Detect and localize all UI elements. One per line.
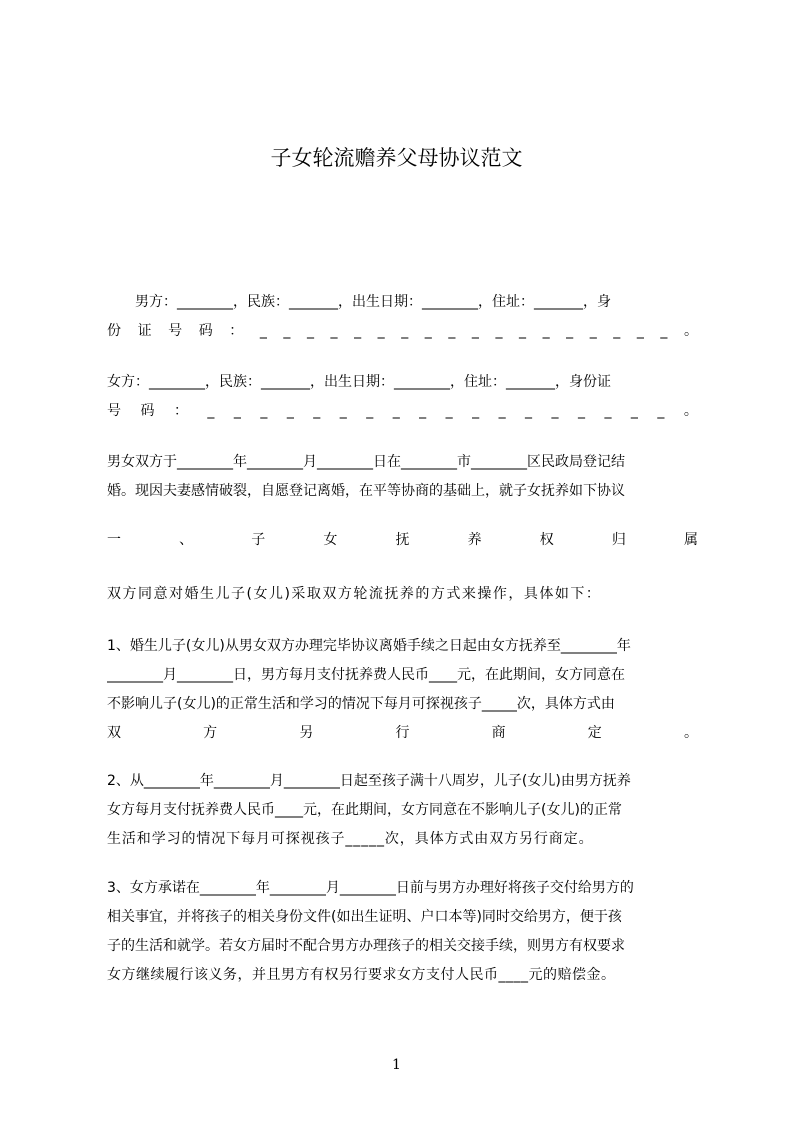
- female-id-blank: _: [630, 403, 638, 419]
- item-1-char: 。: [683, 725, 698, 741]
- female-party-paragraph: [107, 368, 698, 426]
- section-heading-char: 归: [611, 532, 626, 548]
- male-id-blank: _: [354, 323, 362, 339]
- item-1-char: 方: [203, 725, 218, 741]
- male-id-blank: _: [330, 323, 338, 339]
- female-id-blank: _: [260, 403, 268, 419]
- item-3-paragraph: [107, 874, 698, 990]
- male-id-blank: _: [401, 323, 409, 339]
- male-party-line-1: 男方：________，民族：_______，出生日期：________，住址：_______，身: [107, 294, 611, 310]
- male-id-blank: _: [424, 323, 432, 339]
- male-id-blank: _: [660, 323, 668, 339]
- section-heading-char: 属: [684, 532, 698, 548]
- female-id-blank: _: [233, 403, 241, 419]
- female-id-blank: _: [207, 403, 215, 419]
- female-party-line-1: 女方：________，民族：_______，出生日期：________，住址：_______，身份证: [107, 374, 611, 390]
- male-id-char: 码: [198, 323, 213, 339]
- page-number: 1: [392, 1057, 401, 1073]
- female-id-blank: _: [577, 403, 585, 419]
- male-party-line-2: [107, 317, 698, 346]
- agreement-paragraph: [107, 580, 698, 609]
- female-id-blank: _: [525, 403, 533, 419]
- item-3-line-2: 相关事宜，并将孩子的相关身份文件(如出生证明、户口本等)同时交给男方，便于孩: [107, 909, 622, 925]
- male-id-blank: _: [519, 323, 526, 339]
- item-1-char: 定: [587, 725, 602, 741]
- male-id-end: 。: [683, 323, 698, 339]
- male-id-blank: _: [283, 323, 291, 339]
- intro-line-1: 男女双方于________年________月________日在________市________区民政局登记结: [107, 454, 625, 470]
- female-id-blank: _: [392, 403, 400, 419]
- item-1-char: 行: [395, 725, 410, 741]
- female-id-blank: _: [498, 403, 506, 419]
- section-heading-char: 权: [539, 532, 554, 548]
- female-id-blank: _: [419, 403, 427, 419]
- male-id-blank: _: [259, 323, 267, 339]
- item-1-paragraph: [107, 632, 698, 748]
- male-id-blank: _: [495, 323, 503, 339]
- item-1-char: 双: [107, 725, 121, 741]
- female-id-blank: _: [472, 403, 480, 419]
- item-1-char: 另: [299, 725, 314, 741]
- female-id-blank: _: [339, 403, 347, 419]
- section-heading-char: 一: [107, 532, 121, 548]
- female-id-blank: _: [551, 403, 559, 419]
- female-party-line-2: [107, 397, 698, 426]
- female-id-blank: _: [286, 403, 294, 419]
- male-id-blank: _: [542, 323, 550, 339]
- section-heading-char: 女: [323, 532, 338, 548]
- document-title: 子女轮流赡养父母协议范文: [270, 146, 523, 170]
- item-2-paragraph: [107, 767, 698, 854]
- item-2-line-1: 2、从________年________月________日起至孩子满十八周岁，儿子(女儿)由男方抚养: [107, 773, 631, 789]
- male-party-paragraph: [107, 288, 698, 346]
- item-1-line-3: 不影响儿子(女儿)的正常生活和学习的情况下每月可探视孩子_____次，具体方式由: [107, 696, 615, 712]
- male-id-char: 号: [168, 323, 183, 339]
- section-heading-char: 抚: [395, 532, 410, 548]
- male-id-blank: _: [589, 323, 597, 339]
- male-id-char: ：: [229, 323, 244, 339]
- female-id-blank: _: [313, 403, 321, 419]
- male-id-blank: _: [636, 323, 644, 339]
- item-3-line-4: 女方继续履行该义务，并且男方有权另行要求女方支付人民币____元的赔偿金。: [107, 967, 616, 983]
- male-id-blank: _: [566, 323, 574, 339]
- item-2-line-2: 女方每月支付抚养费人民币____元，在此期间，女方同意在不影响儿子(女儿)的正常: [107, 802, 622, 818]
- section-heading-custody: [107, 526, 698, 555]
- male-id-blank: _: [448, 323, 456, 339]
- male-id-blank: _: [306, 323, 314, 339]
- section-heading-line: [107, 526, 698, 555]
- female-id-blank: _: [604, 403, 612, 419]
- item-1-line-4: [107, 719, 698, 748]
- female-id-blank: _: [366, 403, 374, 419]
- male-id-blank: _: [471, 323, 479, 339]
- agreement-line: 双方同意对婚生儿子(女儿)采取双方轮流抚养的方式来操作，具体如下：: [107, 586, 602, 602]
- section-heading-char: 子: [251, 532, 266, 548]
- intro-line-2: 婚。现因夫妻感情破裂，自愿登记离婚，在平等协商的基础上，就子女抚养如下协议: [107, 483, 625, 499]
- male-id-char: 证: [137, 323, 152, 339]
- item-3-line-3: 子的生活和就学。若女方届时不配合男方办理孩子的相关交接手续，则男方有权要求: [107, 938, 625, 954]
- section-heading-char: 养: [467, 532, 482, 548]
- item-1-line-2: ________月________日，男方每月支付抚养费人民币____元，在此期间，女方同意在: [107, 667, 625, 683]
- male-id-blank: _: [377, 323, 385, 339]
- item-1-char: 商: [491, 725, 506, 741]
- male-id-char: 份: [107, 323, 121, 339]
- item-3-line-1: 3、女方承诺在________年________月________日前与男方办理好将孩子交付给男方的: [107, 880, 634, 896]
- female-id-end: 。: [683, 403, 698, 419]
- item-1-line-1: 1、婚生儿子(女儿)从男女双方办理完毕协议离婚手续之日起由女方抚养至________年: [107, 638, 631, 654]
- female-id-blank: _: [445, 403, 453, 419]
- intro-paragraph: [107, 448, 698, 506]
- section-heading-char: 、: [179, 532, 194, 548]
- female-id-blank: _: [657, 403, 665, 419]
- female-id-char: 号: [107, 403, 121, 419]
- female-id-char: 码: [140, 403, 155, 419]
- male-id-blank: _: [613, 323, 621, 339]
- female-id-char: ：: [173, 403, 188, 419]
- item-2-line-3: 生活和学习的情况下每月可探视孩子_____次，具体方式由双方另行商定。: [107, 831, 594, 847]
